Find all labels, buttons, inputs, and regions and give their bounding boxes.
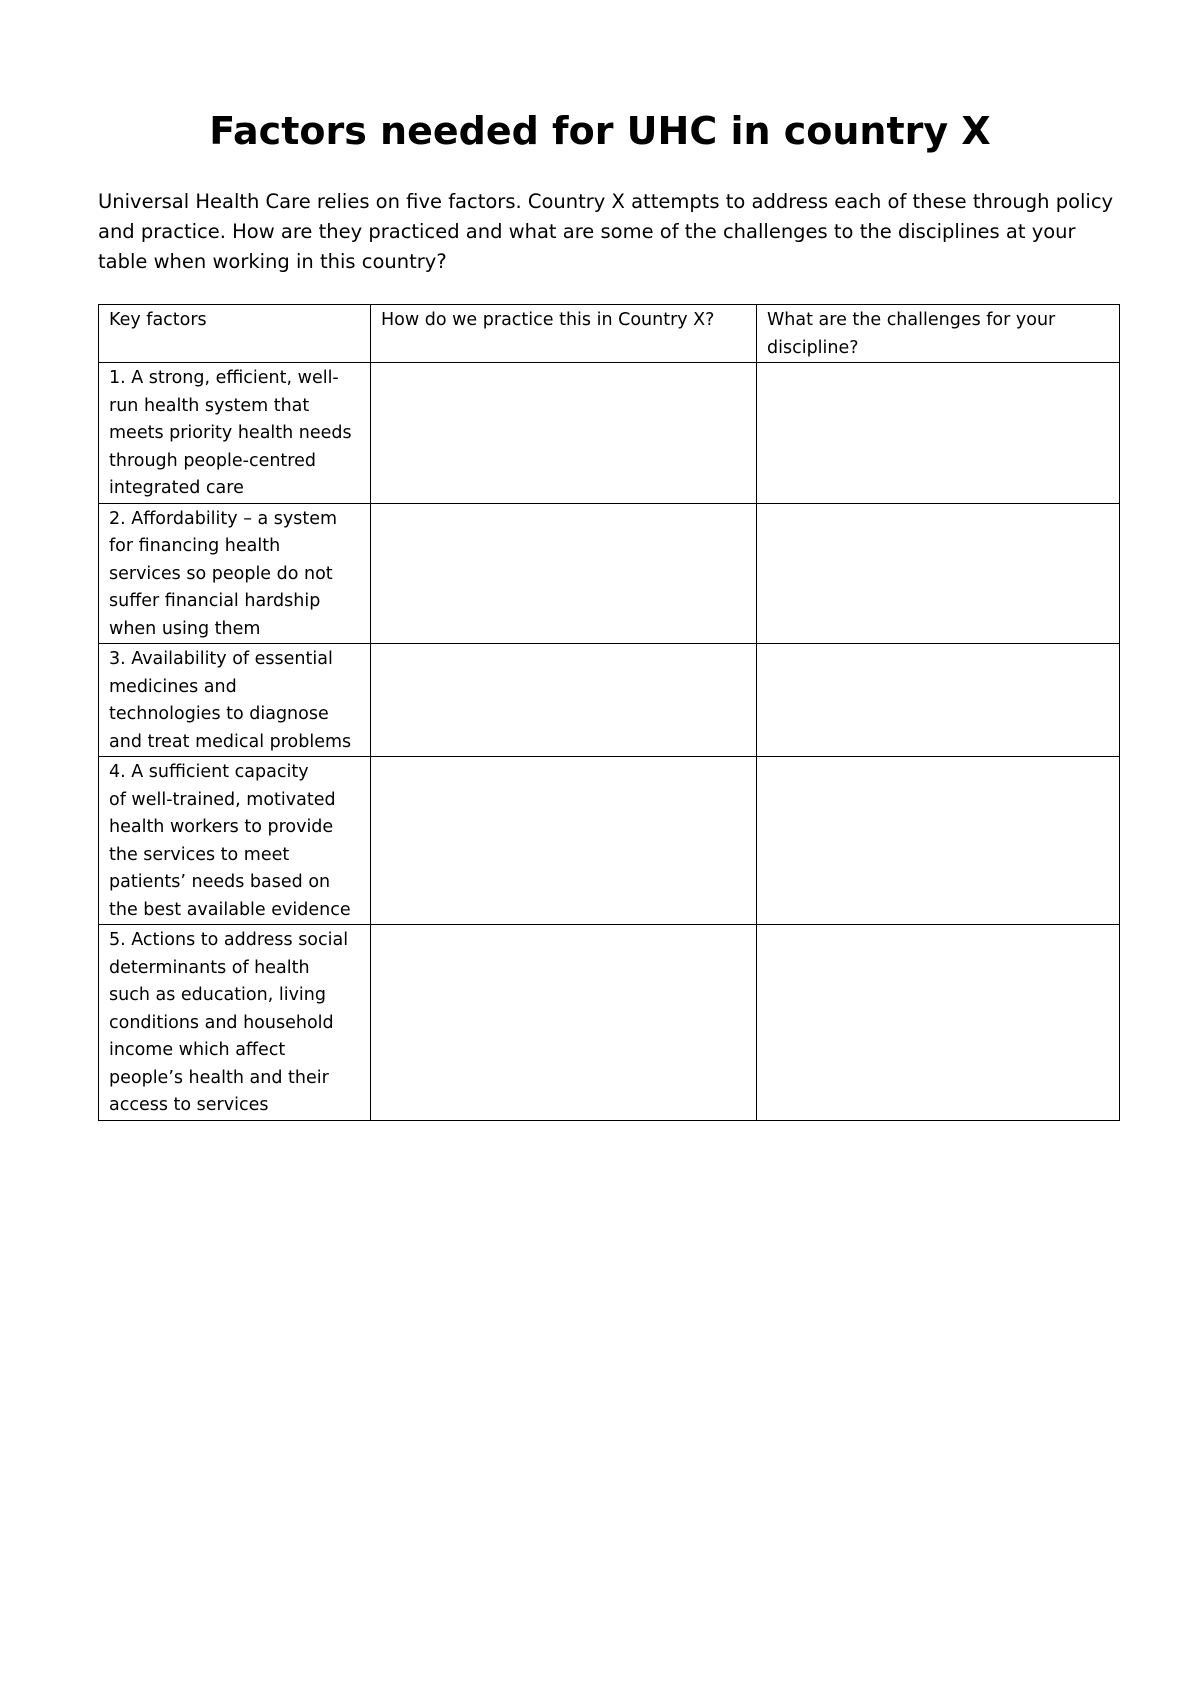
factor-cell: 4. A sufficient capacity of well-trained, motivated health workers to provide the services to meet patients’ needs based on the best available evidence (99, 757, 371, 925)
factor-cell: 3. Availability of essential medicines and technologies to diagnose and treat medical problems (99, 644, 371, 757)
header-challenges: What are the challenges for your discipline? (757, 305, 1120, 363)
table-row (99, 503, 1120, 644)
practice-cell[interactable] (371, 644, 757, 757)
page-title: Factors needed for UHC in country X (209, 109, 991, 153)
factor-cell: 2. Affordability – a system for financing health services so people do not suffer financial hardship when using them (99, 503, 371, 644)
header-practice: How do we practice this in Country X? (371, 305, 757, 363)
practice-cell[interactable] (371, 363, 757, 504)
intro-paragraph: Universal Health Care relies on five factors. Country X attempts to address each of these through policy and practice. How are they practiced and what are some of the challenges to the disciplines at your table when working in this country? (98, 190, 1114, 273)
table-row (99, 644, 1120, 757)
practice-cell[interactable] (371, 757, 757, 925)
factor-cell: 5. Actions to address social determinants of health such as education, living conditions and household income which affect people’s health and their access to services (99, 925, 371, 1121)
practice-cell[interactable] (371, 503, 757, 644)
challenges-cell[interactable] (757, 363, 1120, 504)
factors-table (98, 304, 1120, 1121)
table-row (99, 925, 1120, 1121)
table-row (99, 363, 1120, 504)
challenges-cell[interactable] (757, 757, 1120, 925)
table-row (99, 757, 1120, 925)
practice-cell[interactable] (371, 925, 757, 1121)
header-key-factors: Key factors (99, 305, 371, 363)
table-header-row (99, 305, 1120, 363)
factor-cell: 1. A strong, efficient, well- run health system that meets priority health needs through people-centred integrated care (99, 363, 371, 504)
challenges-cell[interactable] (757, 503, 1120, 644)
challenges-cell[interactable] (757, 644, 1120, 757)
challenges-cell[interactable] (757, 925, 1120, 1121)
